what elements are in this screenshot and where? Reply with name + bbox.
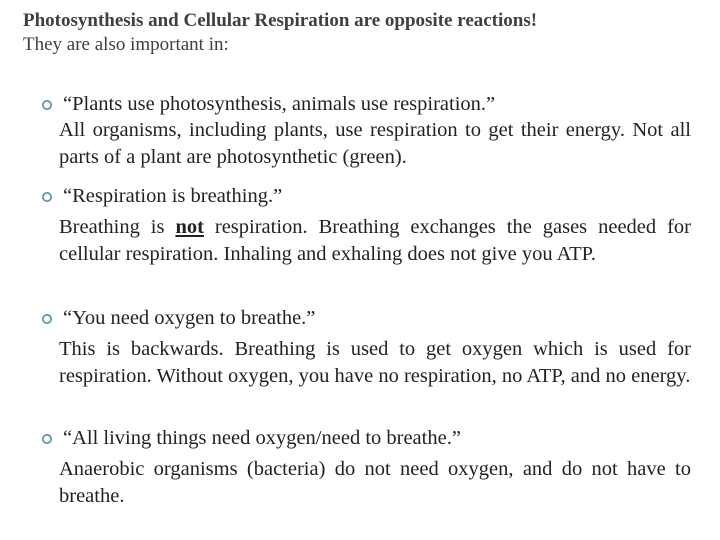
slide-title: Photosynthesis and Cellular Respiration are opposite reactions!: [23, 10, 538, 31]
hollow-circle-icon: [41, 425, 55, 451]
misconception-quote: “All living things need oxygen/need to breathe.”: [63, 427, 461, 449]
misconception-item-2: [41, 183, 701, 267]
misconception-explanation: Anaerobic organisms (bacteria) do not need oxygen, and do not have to breathe.: [59, 458, 691, 507]
misconception-explanation: [59, 214, 691, 267]
bullet-row: [41, 91, 701, 117]
misconception-item-1: [41, 91, 701, 170]
hollow-circle-icon: [41, 305, 55, 331]
misconception-item-3: [41, 305, 701, 389]
explanation-text-after: respiration. Breathing exchanges the gases needed for cellular respiration. Inhaling and exhaling does not give you ATP.: [59, 216, 692, 265]
misconception-explanation: This is backwards. Breathing is used to get oxygen which is used for respiration. Without oxygen, you have no respiration, no ATP, and no energy.: [59, 338, 691, 387]
hollow-circle-icon: [41, 91, 55, 117]
bullet-row: [41, 305, 701, 331]
bullet-row: [41, 183, 701, 209]
misconception-item-4: [41, 425, 701, 509]
misconception-quote: “Respiration is breathing.”: [63, 185, 283, 207]
misconception-quote: “Plants use photosynthesis, animals use respiration.”: [63, 93, 496, 115]
slide-subtitle: They are also important in:: [23, 34, 229, 55]
bullet-row: [41, 425, 701, 451]
explanation-text-before: Breathing is: [59, 216, 176, 238]
hollow-circle-icon: [41, 183, 55, 209]
emphasis-not: not: [175, 216, 204, 238]
misconception-quote: “You need oxygen to breathe.”: [63, 307, 316, 329]
misconception-explanation: All organisms, including plants, use respiration to get their energy. Not all parts of a plant are photosynthetic (green).: [59, 119, 691, 168]
